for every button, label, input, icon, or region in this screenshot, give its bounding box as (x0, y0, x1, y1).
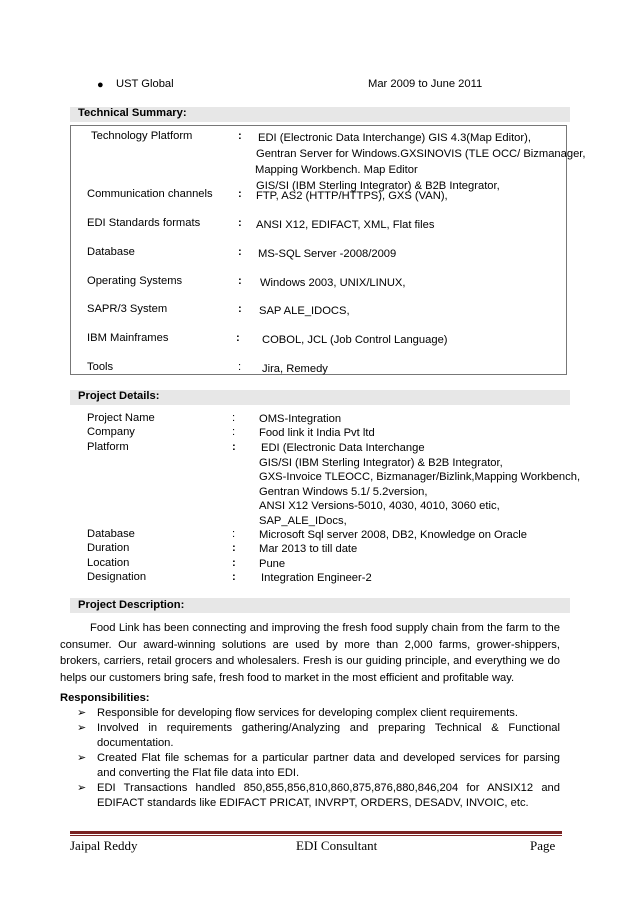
employer-name: UST Global (116, 78, 174, 90)
tech-value-line: Gentran Server for Windows.GXSINOVIS (TLE OCC/ Bizmanager, (256, 148, 586, 160)
responsibilities-title: Responsibilities: (60, 692, 150, 704)
tech-value: COBOL, JCL (Job Control Language) (262, 334, 448, 346)
tech-colon: : (238, 246, 242, 258)
project-detail-line: GIS/SI (IBM Sterling Integrator) & B2B Integrator, (259, 456, 503, 469)
tech-value: Jira, Remedy (262, 363, 328, 375)
tech-label: Database (87, 246, 135, 258)
tech-colon: : (236, 332, 240, 344)
technical-summary-title: Technical Summary: (78, 107, 187, 119)
list-item (60, 781, 560, 811)
arrow-bullet-icon: ➢ (77, 782, 87, 794)
bullet-icon: ● (97, 79, 104, 91)
employer-dates: Mar 2009 to June 2011 (368, 78, 483, 90)
tech-label: IBM Mainframes (87, 332, 169, 344)
arrow-bullet-icon: ➢ (77, 722, 87, 734)
project-detail-colon: : (232, 571, 236, 583)
project-detail-colon: : (232, 412, 236, 424)
footer-page: Page (530, 838, 556, 853)
project-detail-colon: : (232, 441, 236, 453)
project-detail-line: SAP_ALE_IDocs, (259, 514, 347, 527)
tech-value-line: GIS/SI (IBM Sterling Integrator) & B2B Integrator, (256, 180, 500, 192)
list-item (60, 751, 560, 781)
list-item-text: EDI Transactions handled 850,855,856,810,860,875,876,880,846,204 for ANSIX12 and EDIFACT standards like EDIFACT PRICAT, INVRPT, ORDERS, DESADV, INVOIC, etc. (97, 782, 560, 809)
footer-author: Jaipal Reddy (70, 838, 138, 853)
project-detail-colon: : (232, 557, 236, 569)
tech-label: Tools (87, 361, 114, 373)
tech-value-line: EDI (Electronic Data Interchange) GIS 4.3(Map Editor), (258, 132, 531, 144)
tech-label: Operating Systems (87, 275, 183, 287)
project-detail-label: Location (87, 557, 130, 569)
tech-value-line: Mapping Workbench. Map Editor (255, 164, 418, 176)
tech-colon: : (238, 188, 242, 200)
list-item (60, 721, 560, 751)
tech-value: Windows 2003, UNIX/LINUX, (260, 277, 406, 289)
project-description-text: Food Link has been connecting and improving the fresh food supply chain from the farm to the consumer. Our award-winning solutions are used by more than 2,000 farms, grower-shippers, brokers, carriers, retail grocers and wholesalers. Fresh is our guiding principle, and everything we do helps our customers bring safe, fresh food to market in the most efficient and profitable way. (60, 622, 560, 684)
project-description-title: Project Description: (78, 599, 185, 611)
tech-value: MS-SQL Server -2008/2009 (258, 248, 397, 260)
tech-label: Communication channels (87, 188, 213, 200)
project-detail-colon: : (232, 542, 236, 554)
arrow-bullet-icon: ➢ (77, 707, 87, 719)
list-item-text: Involved in requirements gathering/Analyzing and preparing Technical & Functional documentation. (97, 722, 560, 749)
project-detail-label: Company (87, 426, 135, 438)
project-detail-colon: : (232, 426, 236, 438)
tech-label: EDI Standards formats (87, 217, 201, 229)
tech-colon: : (238, 303, 242, 315)
footer-rule (70, 831, 562, 834)
project-detail-value: OMS-Integration (259, 413, 342, 425)
project-detail-label: Designation (87, 571, 147, 583)
arrow-bullet-icon: ➢ (77, 752, 87, 764)
tech-value: ANSI X12, EDIFACT, XML, Flat files (256, 219, 435, 231)
project-detail-value (259, 441, 580, 528)
tech-value: SAP ALE_IDOCS, (259, 305, 350, 317)
tech-colon: : (238, 217, 242, 229)
tech-colon: : (238, 275, 242, 287)
project-detail-line: EDI (Electronic Data Interchange (261, 442, 425, 454)
project-details-title: Project Details: (78, 390, 160, 402)
footer-role: EDI Consultant (296, 838, 378, 853)
tech-label: Technology Platform (91, 130, 193, 142)
project-detail-label: Platform (87, 441, 129, 453)
project-detail-label: Database (87, 528, 135, 540)
tech-value (256, 130, 586, 194)
tech-colon: : (238, 361, 242, 373)
project-detail-label: Project Name (87, 412, 155, 424)
project-detail-line: GXS-Invoice TLEOCC, Bizmanager/Bizlink,Mapping Workbench, (259, 471, 581, 483)
list-item (60, 706, 560, 721)
list-item-text: Responsible for developing flow services for developing complex client requirements. (97, 707, 518, 719)
project-detail-value: Microsoft Sql server 2008, DB2, Knowledge on Oracle (259, 529, 528, 541)
tech-colon: : (238, 130, 242, 142)
project-detail-line: Gentran Windows 5.1/ 5.2version, (259, 485, 428, 498)
tech-label: SAPR/3 System (87, 303, 168, 315)
project-detail-value: Integration Engineer-2 (261, 572, 372, 584)
project-detail-value: Mar 2013 to till date (259, 543, 358, 555)
project-detail-value: Pune (259, 558, 286, 570)
project-detail-value: Food link it India Pvt ltd (259, 427, 375, 439)
footer-rule-thin (70, 835, 562, 836)
project-detail-label: Duration (87, 542, 130, 554)
tech-value: FTP, AS2 (HTTP/HTTPS), GXS (VAN), (256, 190, 448, 202)
project-detail-line: ANSI X12 Versions-5010, 4030, 4010, 3060 etic, (259, 500, 500, 512)
project-detail-colon: : (232, 528, 236, 540)
responsibilities-list (60, 706, 560, 811)
list-item-text: Created Flat file schemas for a particular partner data and developed services for parsing and converting the Flat file data into EDI. (97, 752, 560, 779)
